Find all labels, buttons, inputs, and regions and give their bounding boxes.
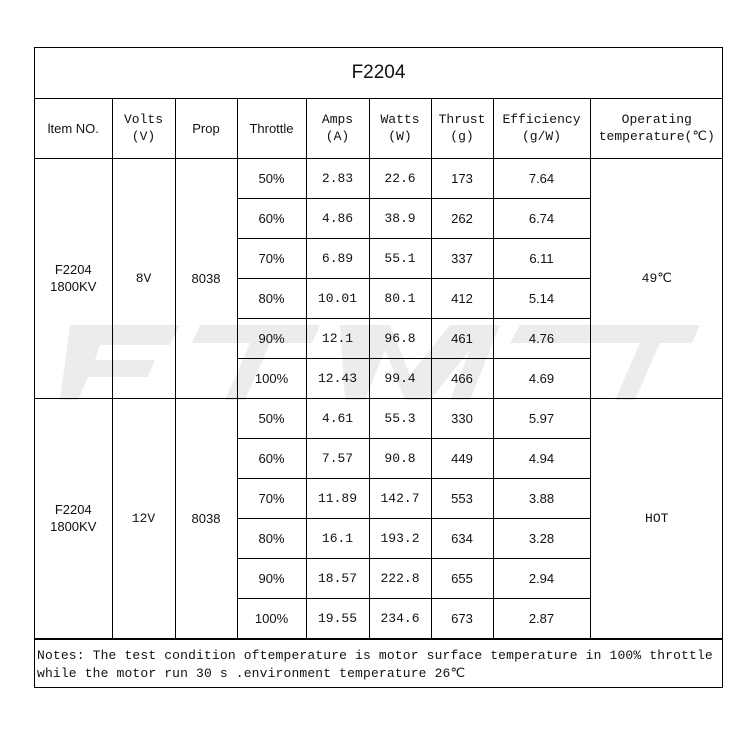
motor-test-table (35, 99, 723, 639)
thrust-cell: 466 (431, 358, 493, 398)
table-title: F2204 (35, 48, 722, 99)
throttle-cell: 60% (237, 438, 306, 478)
throttle-cell: 90% (237, 318, 306, 358)
watts-cell: 142.7 (369, 478, 431, 518)
amps-cell: 12.43 (306, 358, 369, 398)
prop-cell: 8038 (175, 398, 237, 638)
amps-cell: 7.57 (306, 438, 369, 478)
prop-cell: 8038 (175, 158, 237, 398)
efficiency-cell: 2.94 (493, 558, 590, 598)
amps-cell: 6.89 (306, 238, 369, 278)
throttle-cell: 100% (237, 358, 306, 398)
amps-cell: 4.61 (306, 398, 369, 438)
watts-cell: 99.4 (369, 358, 431, 398)
efficiency-cell: 4.76 (493, 318, 590, 358)
notes (35, 639, 722, 689)
efficiency-cell: 7.64 (493, 158, 590, 198)
efficiency-cell: 4.69 (493, 358, 590, 398)
item-no-cell: F2204 1800KV (35, 158, 112, 398)
notes-line-2: while the motor run 30 s .environment temperature 26℃ (37, 665, 466, 681)
amps-cell: 19.55 (306, 598, 369, 638)
header-item-no: ltem NO. (35, 99, 112, 158)
thrust-cell: 412 (431, 278, 493, 318)
throttle-cell: 50% (237, 398, 306, 438)
amps-cell: 4.86 (306, 198, 369, 238)
watts-cell: 55.1 (369, 238, 431, 278)
throttle-cell: 100% (237, 598, 306, 638)
throttle-cell: 50% (237, 158, 306, 198)
header-watts: Watts (W) (369, 99, 431, 158)
amps-cell: 16.1 (306, 518, 369, 558)
throttle-cell: 70% (237, 238, 306, 278)
header-prop: Prop (175, 99, 237, 158)
amps-cell: 10.01 (306, 278, 369, 318)
spec-sheet (34, 47, 723, 688)
watts-cell: 90.8 (369, 438, 431, 478)
table-row (35, 398, 723, 438)
thrust-cell: 173 (431, 158, 493, 198)
efficiency-cell: 3.88 (493, 478, 590, 518)
throttle-cell: 90% (237, 558, 306, 598)
amps-cell: 11.89 (306, 478, 369, 518)
efficiency-cell: 4.94 (493, 438, 590, 478)
header-row (35, 99, 723, 158)
volts-cell: 12V (112, 398, 175, 638)
watts-cell: 193.2 (369, 518, 431, 558)
notes-line-1: Notes: The test condition oftemperature is motor surface temperature in 100% throttle (37, 647, 713, 663)
watts-cell: 222.8 (369, 558, 431, 598)
header-volts: Volts (V) (112, 99, 175, 158)
efficiency-cell: 3.28 (493, 518, 590, 558)
thrust-cell: 330 (431, 398, 493, 438)
thrust-cell: 634 (431, 518, 493, 558)
efficiency-cell: 2.87 (493, 598, 590, 638)
thrust-cell: 337 (431, 238, 493, 278)
thrust-cell: 449 (431, 438, 493, 478)
watts-cell: 234.6 (369, 598, 431, 638)
thrust-cell: 262 (431, 198, 493, 238)
header-operating-temperature: Operating temperature(℃) (590, 99, 723, 158)
efficiency-cell: 5.97 (493, 398, 590, 438)
throttle-cell: 70% (237, 478, 306, 518)
item-no-cell: F2204 1800KV (35, 398, 112, 638)
efficiency-cell: 6.74 (493, 198, 590, 238)
operating-temperature-cell: HOT (590, 398, 723, 638)
header-amps: Amps (A) (306, 99, 369, 158)
thrust-cell: 461 (431, 318, 493, 358)
throttle-cell: 80% (237, 278, 306, 318)
thrust-cell: 553 (431, 478, 493, 518)
header-thrust: Thrust (g) (431, 99, 493, 158)
header-efficiency: Efficiency (g/W) (493, 99, 590, 158)
header-throttle: Throttle (237, 99, 306, 158)
table-row (35, 158, 723, 198)
efficiency-cell: 5.14 (493, 278, 590, 318)
watts-cell: 96.8 (369, 318, 431, 358)
throttle-cell: 80% (237, 518, 306, 558)
operating-temperature-cell: 49℃ (590, 158, 723, 398)
thrust-cell: 673 (431, 598, 493, 638)
watts-cell: 55.3 (369, 398, 431, 438)
thrust-cell: 655 (431, 558, 493, 598)
watts-cell: 22.6 (369, 158, 431, 198)
watts-cell: 38.9 (369, 198, 431, 238)
amps-cell: 12.1 (306, 318, 369, 358)
watts-cell: 80.1 (369, 278, 431, 318)
amps-cell: 18.57 (306, 558, 369, 598)
amps-cell: 2.83 (306, 158, 369, 198)
throttle-cell: 60% (237, 198, 306, 238)
volts-cell: 8V (112, 158, 175, 398)
efficiency-cell: 6.11 (493, 238, 590, 278)
